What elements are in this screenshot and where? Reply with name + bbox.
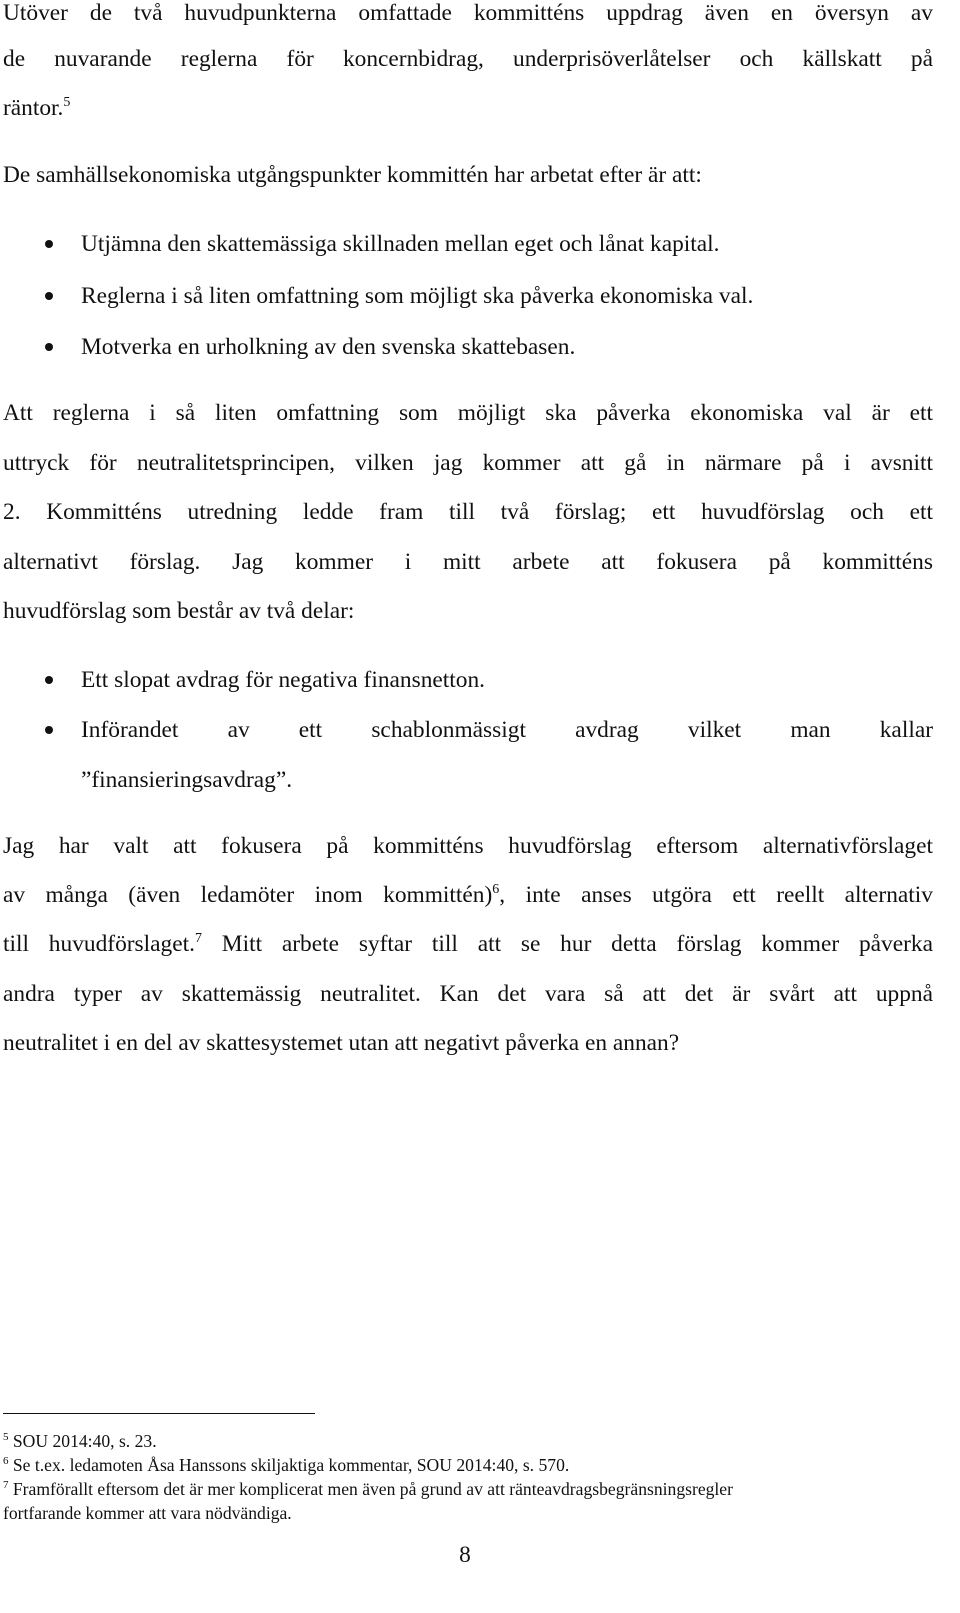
footnote-5: [3, 1430, 157, 1452]
bullet-2-1: Ett slopat avdrag för negativa finansnetton.: [81, 667, 486, 693]
bullet-icon: [45, 240, 53, 248]
bullet-icon: [45, 292, 53, 300]
footnote-5-number: 5: [3, 1431, 9, 1443]
bullet-icon: [45, 726, 53, 734]
paragraph-3-line-2: uttryck för neutralitetsprincipen, vilken jag kommer att gå in närmare på i avsnitt: [3, 450, 933, 476]
paragraph-3-line-5: huvudförslag som består av två delar:: [3, 598, 355, 624]
paragraph-4-line-3-a: till huvudförslaget.: [3, 931, 195, 957]
paragraph-2: De samhällsekonomiska utgångspunkter kommittén har arbetat efter är att:: [3, 162, 702, 188]
bullet-1-3: Motverka en urholkning av den svenska skattebasen.: [81, 334, 576, 360]
footnote-7-number: 7: [3, 1479, 9, 1491]
footnote-7-text: Framförallt eftersom det är mer komplicerat men även på grund av att ränteavdragsbegränsningsregler: [8, 1479, 733, 1499]
footnote-separator: [3, 1413, 315, 1414]
page-number: 8: [459, 1542, 471, 1568]
paragraph-1-line-3: [3, 93, 70, 123]
bullet-1-1: Utjämna den skattemässiga skillnaden mellan eget och lånat kapital.: [81, 231, 720, 257]
bullet-icon: [45, 343, 53, 351]
footnote-6: [3, 1454, 569, 1476]
paragraph-4-line-3-b: Mitt arbete syftar till att se hur detta förslag kommer påverka: [201, 931, 933, 957]
paragraph-4-line-5: neutralitet i en del av skattesystemet utan att negativt påverka en annan?: [3, 1030, 680, 1056]
paragraph-4-line-2: [3, 880, 933, 910]
paragraph-4-line-2-b: , inte anses utgöra ett reellt alternativ: [499, 882, 933, 908]
paragraph-4-line-4: andra typer av skattemässig neutralitet. Kan det vara så att det är svårt att uppnå: [3, 981, 933, 1007]
footnote-ref-7: 7: [194, 931, 202, 946]
paragraph-1-line-2: de nuvarande reglerna för koncernbidrag, underprisöverlåtelser och källskatt på: [3, 46, 933, 72]
bullet-1-2: Reglerna i så liten omfattning som möjligt ska påverka ekonomiska val.: [81, 283, 754, 309]
footnote-6-text: Se t.ex. ledamoten Åsa Hanssons skiljaktiga kommentar, SOU 2014:40, s. 570.: [8, 1455, 570, 1475]
paragraph-4-line-1: Jag har valt att fokusera på kommitténs huvudförslag eftersom alternativförslaget: [3, 833, 933, 859]
bullet-2-2-line-2: ”finansieringsavdrag”.: [81, 767, 293, 793]
bullet-icon: [45, 676, 53, 684]
paragraph-3-line-1: Att reglerna i så liten omfattning som möjligt ska påverka ekonomiska val är ett: [3, 400, 933, 426]
paragraph-1-line-3-text: räntor.: [3, 95, 64, 121]
footnote-7-continuation: fortfarande kommer att vara nödvändiga.: [3, 1503, 292, 1523]
paragraph-3-line-4: alternativt förslag. Jag kommer i mitt arbete att fokusera på kommitténs: [3, 549, 933, 575]
footnote-5-text: SOU 2014:40, s. 23.: [8, 1431, 157, 1451]
paragraph-4-line-3: [3, 929, 933, 959]
footnote-ref-5: 5: [63, 95, 71, 110]
bullet-2-2-line-1: Införandet av ett schablonmässigt avdrag vilket man kallar: [81, 717, 933, 743]
footnote-6-number: 6: [3, 1455, 9, 1467]
paragraph-1-line-1: Utöver de två huvudpunkterna omfattade kommitténs uppdrag även en översyn av: [3, 0, 933, 26]
paragraph-3-line-3: 2. Kommitténs utredning ledde fram till två förslag; ett huvudförslag och ett: [3, 499, 933, 525]
paragraph-4-line-2-a: av många (även ledamöter inom kommittén): [3, 882, 493, 908]
footnote-ref-6: 6: [492, 882, 500, 897]
footnote-7: [3, 1478, 733, 1500]
